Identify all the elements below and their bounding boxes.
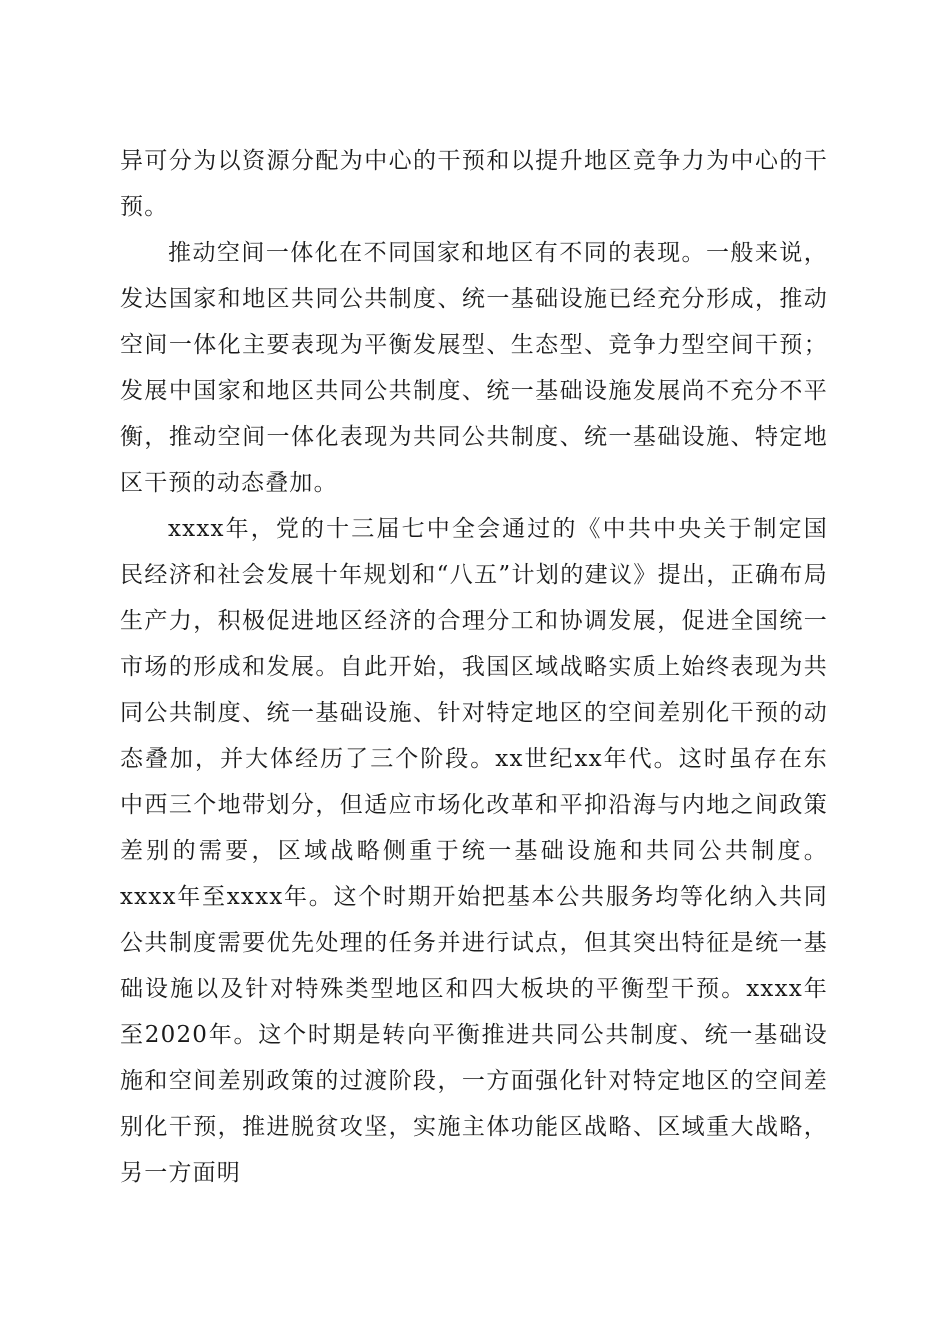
paragraph-spatial-integration: 推动空间一体化在不同国家和地区有不同的表现。一般来说，发达国家和地区共同公共制度、统一基础设施已经充分形成，推动空间一体化主要表现为平衡发展型、生态型、竞争力型空间干预；发展中国家和地区共同公共制度、统一基础设施发展尚不充分不平衡，推动空间一体化表现为共同公共制度、统一基础设施、特定地区干预的动态叠加。 xyxy=(120,240,828,496)
paragraph-regional-strategy-history: xxxx年，党的十三届七中全会通过的《中共中央关于制定国民经济和社会发展十年规划和“八五”计划的建议》提出，正确布局生产力，积极促进地区经济的合理分工和协调发展，促进全国统一市场的形成和发展。自此开始，我国区域战略实质上始终表现为共同公共制度、统一基础设施、针对特定地区的空间差别化干预的动态叠加，并大体经历了三个阶段。xx世纪xx年代。这时虽存在东中西三个地带划分，但适应市场化改革和平抑沿海与内地之间政策差别的需要，区域战略侧重于统一基础设施和共同公共制度。xxxx年至xxxx年。这个时期开始把基本公共服务均等化纳入共同公共制度需要优先处理的任务并进行试点，但其突出特征是统一基础设施以及针对特殊类型地区和四大板块的平衡型干预。xxxx年至2020年。这个时期是转向平衡推进共同公共制度、统一基础设施和空间差别政策的过渡阶段，一方面强化针对特定地区的空间差别化干预，推进脱贫攻坚，实施主体功能区战略、区域重大战略，另一方面明 xyxy=(120,516,828,1186)
document-body xyxy=(120,138,828,1196)
paragraph-continuation: 异可分为以资源分配为中心的干预和以提升地区竞争力为中心的干预。 xyxy=(120,148,828,220)
